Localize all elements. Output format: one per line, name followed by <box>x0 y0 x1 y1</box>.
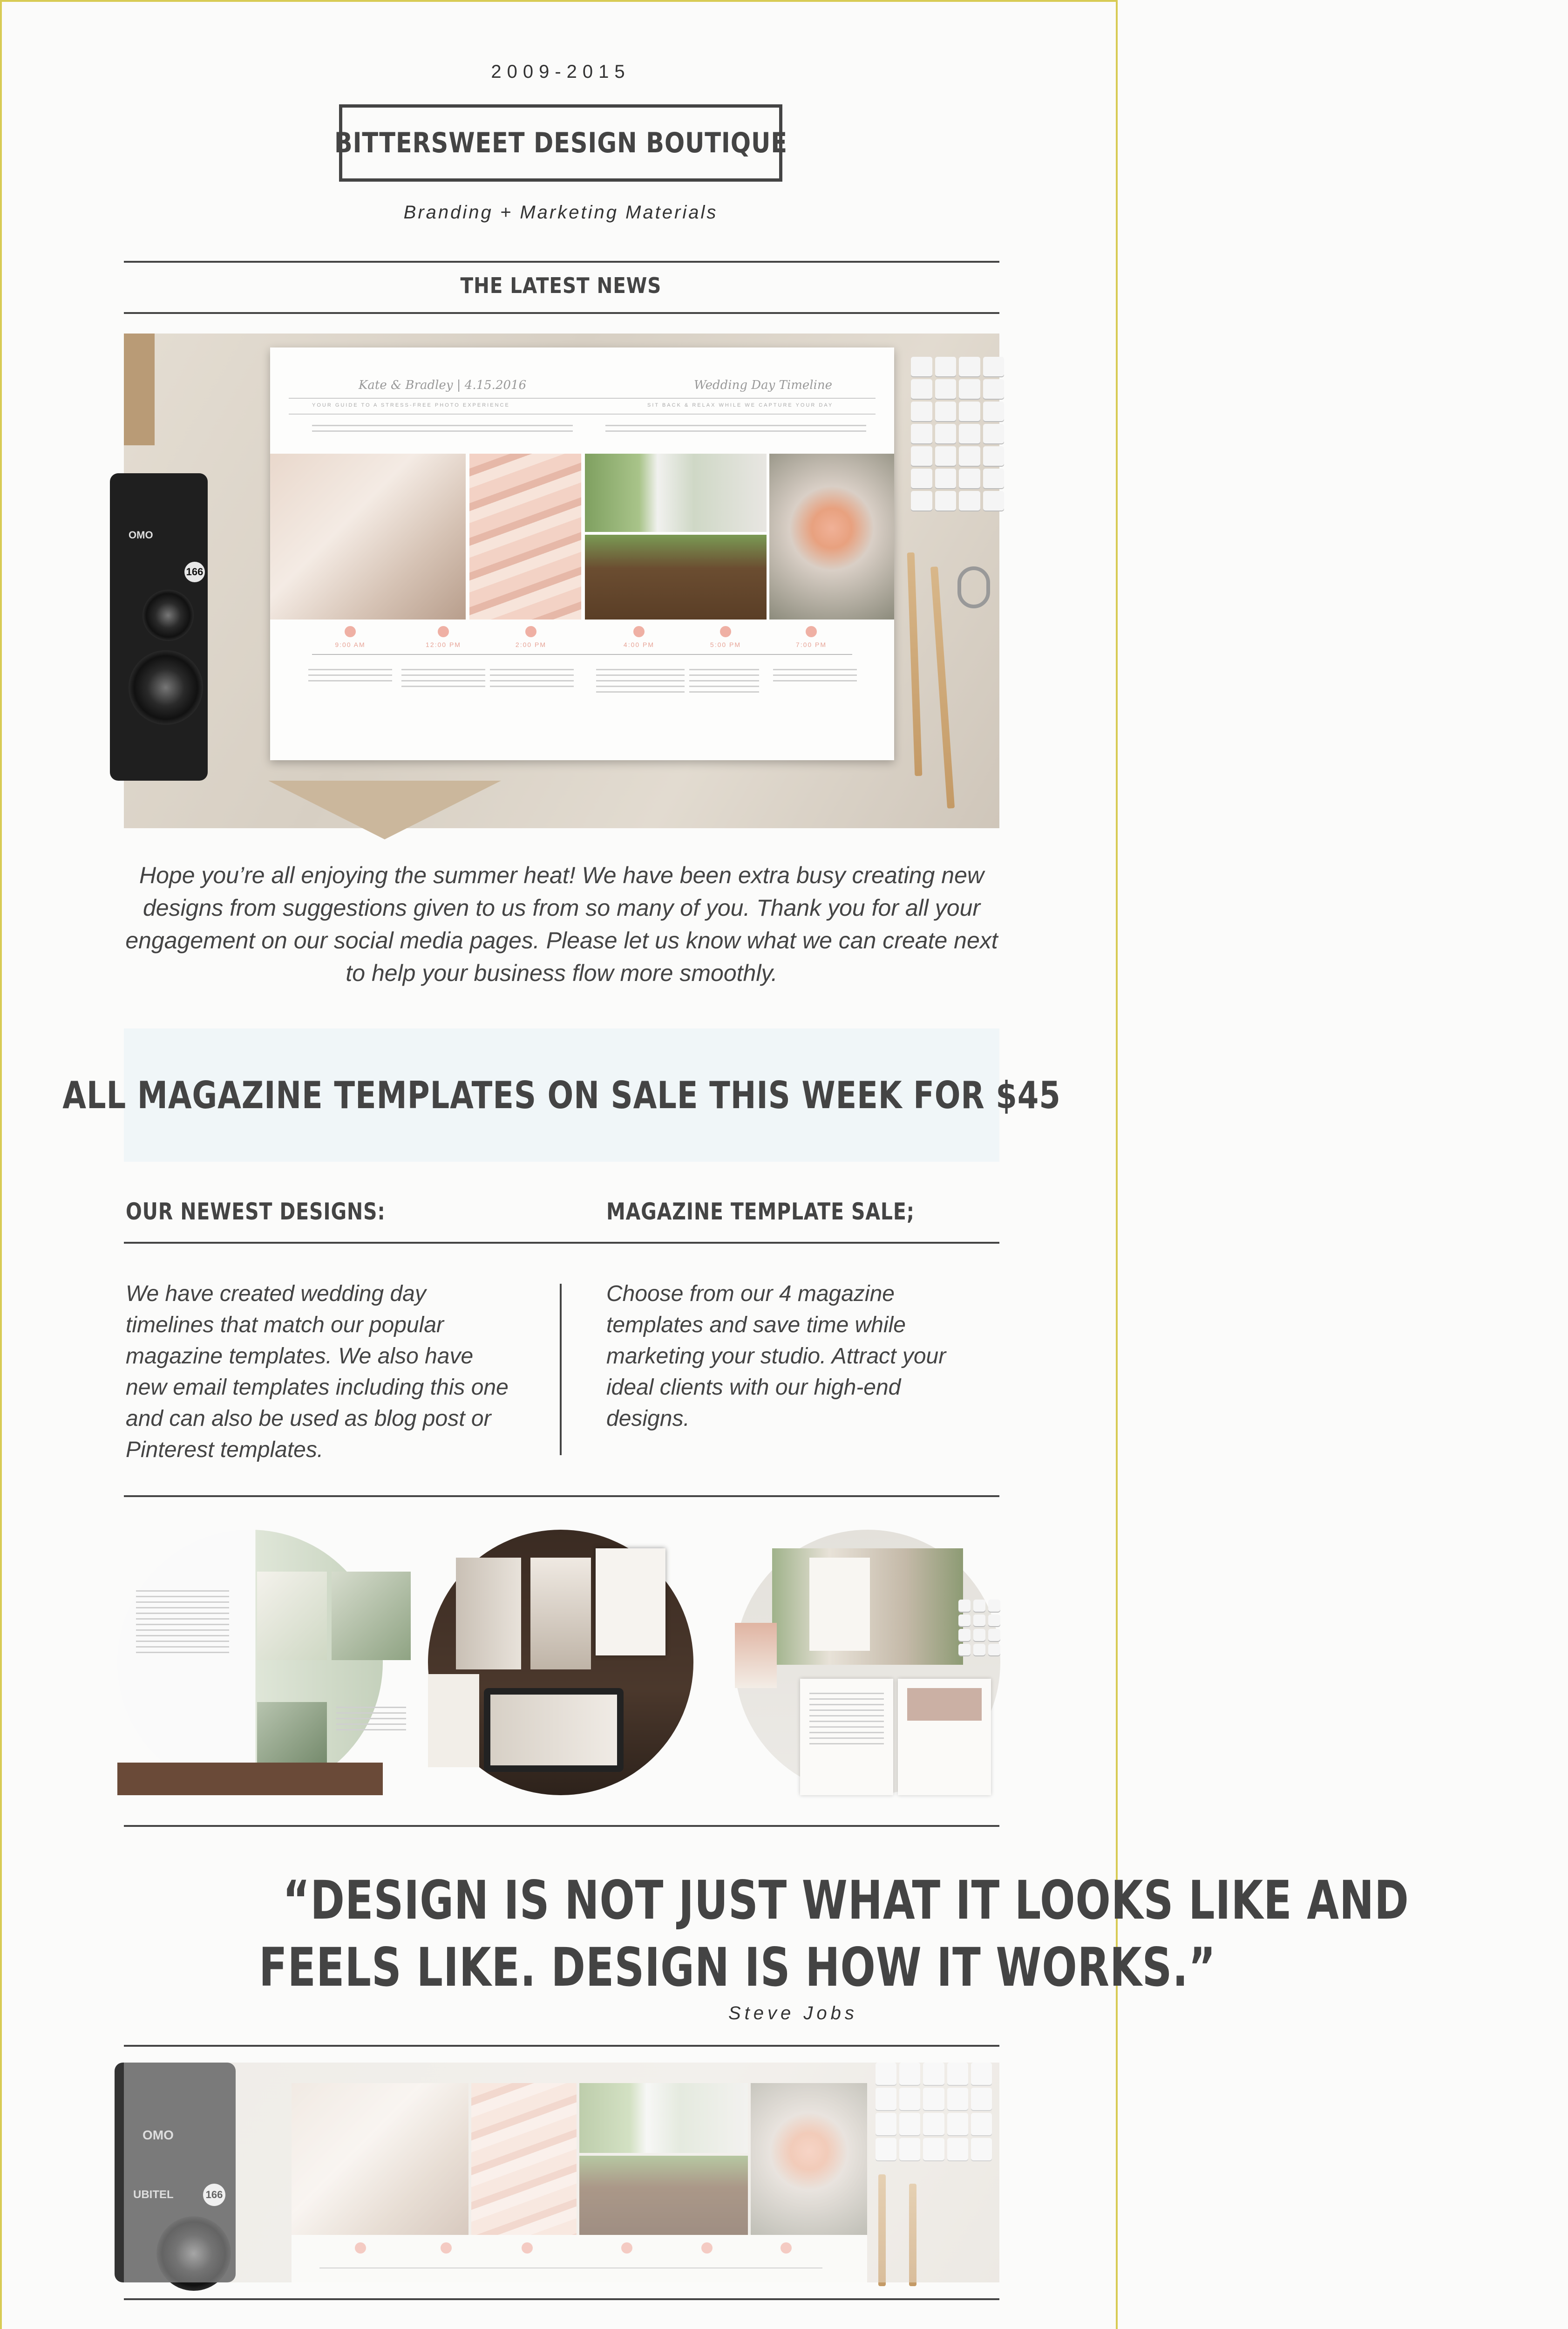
quote-author: Steve Jobs <box>728 2003 858 2023</box>
card-left-title: Kate & Bradley | 4.15.2016 <box>359 378 527 392</box>
brand-tagline: Branding + Marketing Materials <box>403 202 718 223</box>
newest-designs-text: We have created wedding day timelines that match our popular magazine templates. We also have new email templates including this one and can also be used as blog post or Pinterest templates. <box>126 1281 509 1462</box>
camera-small-icon <box>525 626 536 637</box>
divider <box>124 1242 999 1244</box>
card-right-title: Wedding Day Timeline <box>694 378 833 392</box>
card-left-subtitle: YOUR GUIDE TO A STRESS-FREE PHOTO EXPERIENCE <box>312 402 510 408</box>
place-cards-photo <box>469 454 581 620</box>
camera-icon: OMO 166 <box>110 473 208 781</box>
hero-photo[interactable] <box>124 334 999 828</box>
card-right-subtitle: SIT BACK & RELAX WHILE WE CAPTURE YOUR DAY <box>647 402 834 408</box>
wood-block <box>124 334 155 445</box>
quote-line-2: FEELS LIKE. DESIGN IS HOW IT WORKS.” <box>258 1936 1216 1998</box>
quote-line-1: “DESIGN IS NOT JUST WHAT IT LOOKS LIKE AND <box>283 1869 1409 1931</box>
intro-paragraph: Hope you’re all enjoying the summer heat! We have been extra busy creating new designs from suggestions given to us from so many of you. Thank you for all your engagement on our social media pages. Please let us know what we can create next to help your business flow more smoothly. <box>125 862 998 986</box>
time-label: 7:00 PM <box>795 641 827 648</box>
magazine-preview-circle-1[interactable] <box>117 1530 383 1795</box>
brand-logo-box[interactable] <box>334 104 787 182</box>
brand-name: BITTERSWEET DESIGN BOUTIQUE <box>334 127 787 159</box>
keyboard-icon <box>911 357 1004 511</box>
time-label: 12:00 PM <box>426 641 461 648</box>
heart-icon <box>345 626 356 637</box>
column-divider <box>560 1284 562 1455</box>
tie-icon <box>438 626 449 637</box>
time-label: 9:00 AM <box>335 641 366 648</box>
binder-clip <box>957 566 990 608</box>
divider <box>124 261 999 263</box>
bride-photo <box>270 454 466 620</box>
time-label: 4:00 PM <box>623 641 655 648</box>
template-sale-text: Choose from our 4 magazine templates and save time while marketing your studio. Attract your ideal clients with our high-end designs. <box>606 1281 946 1431</box>
pencil <box>907 552 923 776</box>
template-sale-heading: MAGAZINE TEMPLATE SALE; <box>606 1198 915 1225</box>
camera-icon: OMO UBITEL 166 <box>115 2063 236 2282</box>
time-label: 5:00 PM <box>710 641 741 648</box>
timeline-card <box>270 347 894 760</box>
years-range: 2009-2015 <box>491 61 631 82</box>
divider <box>124 2298 999 2300</box>
pencil <box>930 566 955 809</box>
couple-photo <box>585 454 767 532</box>
section-title: THE LATEST NEWS <box>460 273 661 298</box>
magazine-preview-circle-3[interactable] <box>735 1530 1000 1795</box>
divider <box>124 1495 999 1497</box>
arrow-icon <box>720 626 731 637</box>
time-label: 2:00 PM <box>515 641 547 648</box>
divider <box>124 312 999 314</box>
flowers-photo <box>769 454 894 620</box>
camera-label: 166 <box>184 562 205 582</box>
divider <box>124 1825 999 1827</box>
newest-designs-heading: OUR NEWEST DESIGNS: <box>126 1198 386 1225</box>
envelope <box>268 781 501 846</box>
divider <box>124 2045 999 2047</box>
quote-text <box>124 1867 1409 2001</box>
ring-icon <box>633 626 645 637</box>
glass-icon <box>806 626 817 637</box>
footer-photo[interactable] <box>124 2063 999 2282</box>
sale-banner-text: ALL MAGAZINE TEMPLATES ON SALE THIS WEEK FOR $45 <box>62 1073 1061 1117</box>
crate-photo <box>585 535 767 620</box>
camera-label: 166 <box>203 2184 225 2206</box>
sale-banner[interactable] <box>62 1028 1061 1162</box>
magazine-preview-circle-2[interactable] <box>428 1530 693 1795</box>
